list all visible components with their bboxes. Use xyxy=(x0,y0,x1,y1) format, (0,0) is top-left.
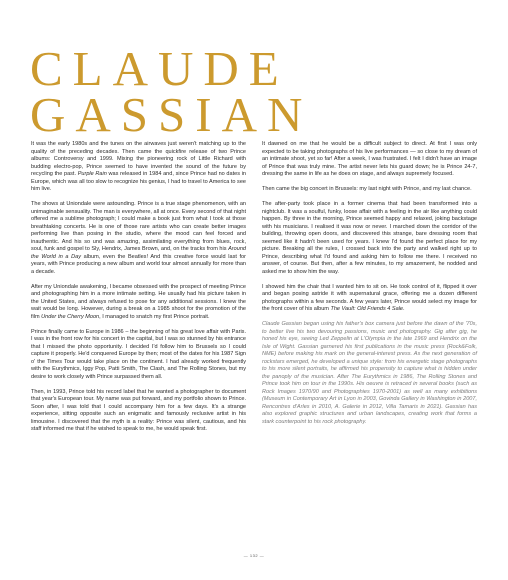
body-paragraph xyxy=(262,141,477,179)
paragraph-text: It dawned on me that he would be a difficult subject to direct. At first I was only expected to be taking photographs of his live performances — so close to my dream of an intimate shoot, yet so far! After a week, I was frustrated. I felt I didn't have an image of Prince that was truly mine. The artist never lets his guard down; he is Prince 24-7, dressing the same in life as he does on stage, and always supremely focused. xyxy=(262,141,477,177)
paragraph-text: The shows at Uniondale were astounding. Prince is a true stage phenomenon, with an unimaginable sensuality. The man is everywhere, all at once. Every second of that night offered me a sublime photograph; I could make a book just from what I took at those breathtaking concerts. He is one of those rare artists who can create better images performing live than posing in the studio, where the mood can feel forced and inauthentic. And his so und was amazing, assimilating everything from blues, rock, soul, funk and gospel to Sly, Hendrix, James Brown, and, on the tracks from his xyxy=(31,201,247,252)
paragraph-text: Prince finally came to Europe in 1986 – the beginning of his great love affair with Paris. I was in the front row for his concert in the capital, but I was so stunned by his entrance that I missed the photo opportunity. I decided I'd follow him to Brussels so I could capture it properly. He'd conquered Europe by then; most of the dates for his 1987 Sign o' the Times Tour would take place on the continent. I had already worked frequently with the Eurythmics, Iggy Pop, Patti Smith, The Clash, and The Rolling Stones, but my desire to work closely with Prince surpassed them all. xyxy=(31,328,246,380)
paragraph-text: The after-party took place in a former cinema that had been transformed into a nightclub. It was a soulful, funky, loose affair with a feeling in the air like anything could happen. By three in the morning, Prince seemed happy and relaxed, joking backstage with his musicians. I realised it was now or never. I marched down the corridor of the building, throwing open doors, and discovered this strange, bare dressing room that seemed like it hadn't been used for years. I knew I'd found the perfect place for my picture. Breaking all the rules, I crossed back into the party and walked right up to Prince, describing what I'd found and asking him to follow me there. I received no answer, of course. But then, after a few minutes, to my amazement, he nodded and asked me to show him the way. xyxy=(262,201,477,275)
paragraph-text: It was the early 1980s and the tunes on the airwaves just weren't matching up to the quality of the preceding decades. Then came the quickfire release of two Prince albums: Controversy and 1999. Mixing the pioneering rock of Little Richard with budding electro-pop, Prince seemed to have invented the sound of the future by recycling the past. xyxy=(31,141,246,177)
paragraph-text: Then, in 1993, Prince told his record label that he wanted a photographer to document that year's European tour. My name was put forward, and my portfolio shown to Prince. Soon after, I was told that I could accompany him for a few days. It's a strange experience, sitting opposite such an enigmatic and famously reclusive artist in his limousine. I discovered that the myth is a reality: Prince was silent, cautious, and his staff informed me that if he wished to speak to me, he would speak first. xyxy=(31,388,246,432)
paragraph-text: Then came the big concert in Brussels: my last night with Prince, and my last chance. xyxy=(262,186,472,192)
body-paragraph xyxy=(31,141,246,194)
paragraph-text: album, even the Beatles! And this creative force would last for years, with Prince producing a new album and world tour almost annually for more than a decade. xyxy=(31,253,246,275)
page-number: — 132 — xyxy=(243,553,265,558)
italic-title: Purple Rain xyxy=(77,171,107,177)
italic-title: Around the World in a Day xyxy=(31,246,246,260)
paragraph-text: , I managed to snatch my first Prince portrait. xyxy=(99,313,210,320)
body-paragraph xyxy=(31,284,246,322)
left-text-column xyxy=(31,141,246,441)
body-paragraph xyxy=(262,284,477,314)
paragraph-text: . xyxy=(403,306,405,312)
body-paragraph xyxy=(31,201,246,276)
paragraph-text: After my Uniondale awakening, I became obsessed with the prospect of meeting Prince and photographing him in a more intimate setting. He usually had his picture taken in the United States, and always refused to pose for any additional sessions. I knew the wait would be long. However, during a break on a 1985 shoot for the promotion of the film xyxy=(31,283,246,320)
page-title xyxy=(30,41,470,142)
body-paragraph xyxy=(262,186,477,194)
paragraph-text: was released in 1984 and, since Prince had no dates in Europe, which was all too slow to recognize his genius, I had to travel to America to see him live. xyxy=(31,171,247,192)
body-paragraph xyxy=(31,389,246,434)
italic-title: The Vault: Old Friends 4 Sale xyxy=(330,306,404,312)
body-paragraph xyxy=(262,201,477,276)
title-line-1: CLAUDE xyxy=(30,41,289,96)
paragraph-text: Claude Gassian began using his father's box camera just before the dawn of the '70s, to better live his two devouring passions, music and photography. Gig after gig, he honed his eye, seeing Led Zeppelin at L'Olympia in the late 1969 and Hendrix on the Isle of Wight. Gassian garnered his first publications in the music press (Rock&Folk, NME) before making his mark on the general-interest press. As the next generation of rockstars emerged, he developed a unique style: from his energetic stage photographs to his more silent portraits, he affirmed his propensity to capture what is hidden under the panoply of the musician. After The Eurythmics in 1986, The Rolling Stones and Prince took him on tour in the 1990s. His oeuvre is retraced in several books (such as Rock Images 1970/90 and Photographies 1970-2001) as well as many exhibitions (Museum in Contemporary Art in Lyon in 2003, Govinda Gallery in Washington in 2007, Rencontres d'Arles in 2010, A. Galerie in 2012, Villa Tamaris in 2021). Gassian has also explored graphic structures and urban landscapes, creating work that forms a stark counterpoint to his rock photography. xyxy=(262,321,477,425)
italic-title: Under the Cherry Moon xyxy=(41,313,100,320)
photographer-bio-caption xyxy=(262,321,477,426)
title-line-2: GASSIAN xyxy=(30,87,313,142)
right-text-column xyxy=(262,141,477,434)
paragraph-text: I showed him the chair that I wanted him to sit on. He took control of it, flipped it over and began posing astride it with supernatural grace, offering me a dozen different photographs within a few seconds. A few years later, Prince would select my image for the front cover of his album xyxy=(262,283,477,312)
body-paragraph xyxy=(31,329,246,382)
